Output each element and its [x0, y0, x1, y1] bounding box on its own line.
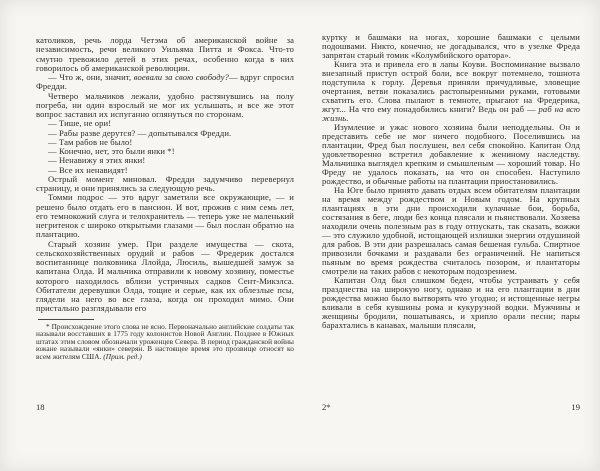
paragraph-emphasis: раб на всю жизнь. — [322, 104, 580, 123]
footnote — [36, 323, 294, 361]
paragraph: Четверо мальчиков лежали, удобно растянувшись на полу погреба, ни один взрослый не мог их услышать, и все же этот вопрос заставил их испуганно оглянуться по сторонам. — [36, 90, 294, 119]
dialogue-emphasis: воевали за свою свободу? — [133, 72, 229, 82]
paragraph: куртку и башмаки на ногах, хорошие башмаки с целыми подошвами. Никто, конечно, не догадывался, что в узелке Фреда запрятан старый томик «Колумбийского оратора». — [322, 32, 580, 60]
right-page-footer — [322, 402, 580, 412]
footnote-body: * Происхождение этого слова не ясно. Первоначально английские солдаты так называли восставших в 1775 году колонистов Новой Англии. Позднее в Южных штатах этим словом обозначали уроженцев Севера. В период гражданской войны южане называли «янки» северян. В настоящее время это прозвище относят ко всем жителям США. — [36, 321, 294, 362]
page-number: 18 — [36, 402, 45, 412]
paragraph: На Юге было принято давать отдых всем обитателям плантации на время между рождеством и Новым годом. На крупных плантациях в эти дни происходили кулачные бои, борьба, состязания в беге, люди без конца плясали и пьянствовали. Хозяева находили очень полезным раз в году отпускать, так сказать, вожжи — это служило удобной, истощающей излишки энергии отдушиной для рабов. В эти дни разрешалась самая бешеная гульба. Спиртное привозили бочками и раздавали без ограничений. Не напиться пьяным во время рождества считалось позором, и плантаторы смотрели на таких рабов с некоторым подозрением. — [322, 185, 580, 276]
dialogue-line: — Конечно, нет, это были янки *! — [48, 146, 175, 156]
paragraph: Острый момент миновал. Фредди задумчиво перевернул страницу, и они принялись за следующую речь. — [36, 173, 294, 193]
page-number: 19 — [571, 402, 580, 412]
right-page-text — [322, 33, 580, 330]
footnote-separator — [38, 319, 94, 320]
dialogue-line: — Ненавижу я этих янки! — [48, 155, 146, 166]
signature-mark: 2* — [322, 402, 331, 412]
left-page-text — [36, 36, 294, 361]
dialogue-line: — Рабы разве дерутся? — допытывался Фредди. — [48, 127, 232, 138]
dialogue-line: — Там рабов не было! — [48, 136, 133, 147]
dialogue-text: — Что ж, они, значит, — [48, 72, 134, 82]
paragraph: католиков, речь лорда Четэма об американской войне за независимость, речи великого Уильяма Питта и Фокса. Что-то смутно тревожило детей в этих речах, особенно когда в них говорилось об американской революции. — [36, 35, 294, 73]
paragraph: Изумление и ужас нового хозяина были неподдельны. Он и представить себе не мог ничего подобного. Поселившись на плантации, Фред был послушен, вел себя спокойно. Капитан Олд удовлетворенно встретил добавление к жениному наследству. Мальчишка выглядел крепким и смышленым — хороший товар. Но Фреду не удалось показать, на что он способен. Наступило рождество, и обычные работы на плантации приостановились. — [322, 122, 580, 186]
paragraph: Томми подрос — это вдруг заметили все окружающие, — и решено было отдать его в пансион. И вот, прожив с ним семь лет, его темнокожий слуга и телохранитель — теперь уже не маленький негритенок с широко открытыми глазами — был послан обратно на плантацию. — [36, 192, 294, 240]
footnote-attribution: (Прим. ред.) — [103, 352, 142, 362]
dialogue-line: — Все их ненавидят! — [48, 164, 128, 175]
dialogue-line: — Тише, не ори! — [48, 118, 112, 129]
paragraph: Капитан Олд был слишком беден, чтобы устраивать у себя празднества на широкую ногу, однако и на его плантации в дни рождества можно было вытворять что угодно; и истощенные негры вливали в себя кувшины рома и кукурузной водки. Мужчины и женщины бродили, пошатываясь, и хрипло орали песни; пары барахтались в канавах, малыши плясали, — [322, 275, 580, 330]
paragraph: Старый хозяин умер. При разделе имущества — скота, сельскохозяйственных орудий и рабов — Фредерик достался воспитаннице полковника Ллойда, Люсиль, вышедшей замуж за капитана Олда. И мальчика отправили к новому хозяину, поместье которого находилось вблизи устричных садков Сент-Микэлса. Обитатели деревушки Олда, тощие и серые, как их облезлые псы, глядели на него во все глаза, когда он проходил мимо. Они пристально разглядывали его — [36, 238, 294, 314]
right-page — [322, 0, 580, 471]
dialogue-line — [36, 73, 294, 92]
paragraph — [322, 60, 580, 123]
dialogue-text: — вдруг спросил Фредди. — [36, 72, 295, 92]
left-page-footer — [36, 402, 294, 412]
paragraph-text: Книга эта и привела его в лапы Коуви. Воспоминание вызвало внезапный приступ острой боли, все вокруг потемнело, тошнота подступила к горлу. Деревья приняли причудливые, зловещие очертания, ветви показались растопыренными руками, готовыми схватить его. Слова пылают в темноте, прыгают на Фредерика, жгут... На что ему понадобились книги? Ведь он раб — — [322, 59, 580, 114]
footnote-text — [36, 323, 294, 361]
left-page — [36, 0, 294, 471]
